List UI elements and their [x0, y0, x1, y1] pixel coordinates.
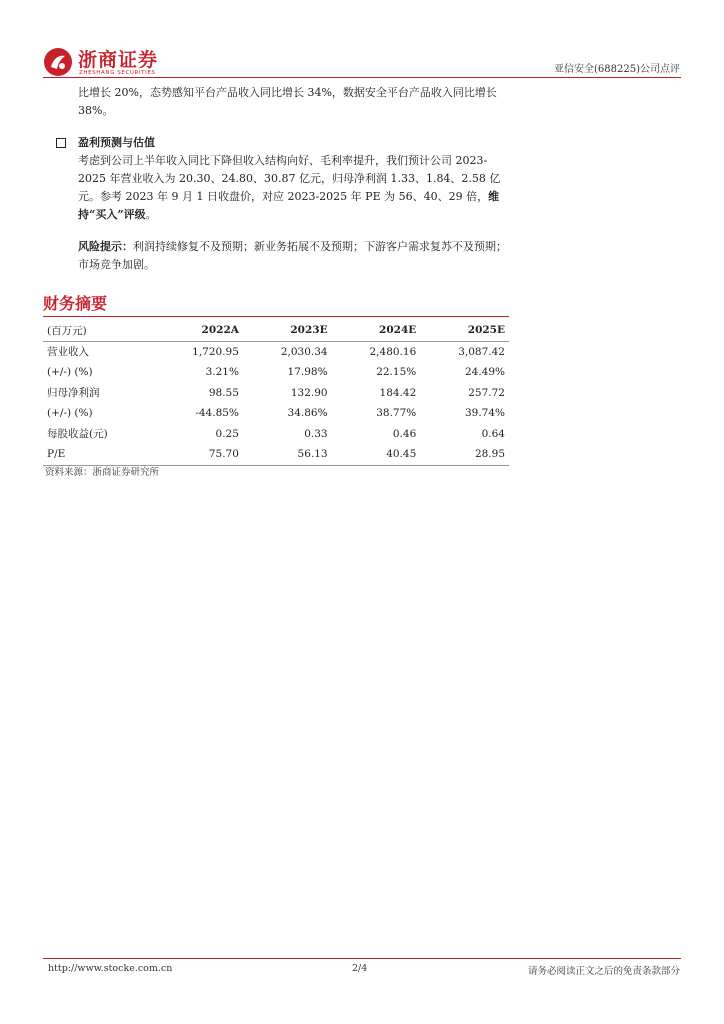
- table-cell: 98.55: [208, 386, 239, 399]
- risk-paragraph: [78, 238, 508, 274]
- table-row: [43, 444, 509, 465]
- table-cell: 184.42: [379, 386, 417, 399]
- logo-english-name: ZHESHANG SECURITIES: [79, 70, 156, 76]
- table-cell: 34.86%: [287, 407, 328, 420]
- footer-website-link[interactable]: http://www.stocke.com.cn: [48, 963, 173, 974]
- table-cell: -44.85%: [195, 407, 239, 420]
- rating-text: 维持“买入”评级: [78, 190, 500, 221]
- risk-label: 风险提示：: [78, 240, 133, 253]
- table-cell: 24.49%: [464, 366, 505, 379]
- footer-divider: [43, 958, 681, 959]
- section-divider: [43, 316, 509, 317]
- table-row: [43, 341, 509, 362]
- table-cell: 56.13: [297, 448, 328, 461]
- table-row: [43, 403, 509, 424]
- page-number: 2/4: [352, 963, 368, 974]
- row-label: 归母净利润: [47, 387, 100, 400]
- forecast-heading: 盈利预测与估值: [78, 136, 155, 149]
- table-cell: 3,087.42: [458, 345, 505, 358]
- table-cell: 2,480.16: [369, 345, 417, 358]
- table-cell: 22.15%: [376, 366, 417, 379]
- forecast-paragraph: [78, 152, 508, 224]
- column-header: 2024E: [379, 324, 417, 337]
- table-cell: 132.90: [290, 386, 328, 399]
- checkbox-bullet-icon: [56, 138, 66, 148]
- column-header: 2023E: [290, 324, 328, 337]
- table-row: [43, 362, 509, 383]
- table-cell: 0.46: [392, 427, 417, 440]
- section-title: 财务摘要: [43, 294, 108, 313]
- column-header: (百万元): [47, 324, 87, 337]
- table-cell: 257.72: [468, 386, 505, 399]
- row-label: (+/-) (%): [47, 366, 93, 379]
- data-source-note: 资料来源：浙商证券研究所: [45, 467, 160, 478]
- footer-disclaimer: 请务必阅读正文之后的免责条款部分: [527, 966, 680, 977]
- table-cell: 39.74%: [464, 407, 505, 420]
- table-row: [43, 383, 509, 404]
- header-divider: [43, 77, 681, 78]
- table-cell: 0.25: [215, 427, 239, 440]
- table-cell: 3.21%: [205, 366, 239, 379]
- table-header-row: [43, 320, 509, 341]
- table-cell: 2,030.34: [280, 345, 328, 358]
- row-label: 每股收益(元): [47, 428, 108, 441]
- table-cell: 17.98%: [287, 366, 328, 379]
- financial-summary-table: [43, 320, 509, 466]
- forecast-end: 。: [145, 208, 157, 221]
- risk-text: 利润持续修复不及预期；新业务拓展不及预期；下游客户需求复苏不及预期；市场竞争加剧。: [78, 240, 507, 271]
- column-header: 2025E: [467, 324, 505, 337]
- table-cell: 40.45: [386, 448, 417, 461]
- row-label: P/E: [47, 448, 66, 461]
- table-cell: 1,720.95: [192, 345, 239, 358]
- row-label: 营业收入: [47, 346, 89, 359]
- table-cell: 38.77%: [376, 407, 417, 420]
- table-cell: 28.95: [474, 448, 505, 461]
- forecast-text: 考虑到公司上半年收入同比下降但收入结构向好、毛利率提升，我们预计公司 2023-2025 年营业收入为 20.30、24.80、30.87 亿元，归母净利润 1.33、1.84、2.58 亿元。参考 2023 年 9 月 1 日收盘价，对应 2023-2025 年 PE 为 56、40、29 倍，: [78, 154, 501, 203]
- column-header: 2022A: [201, 324, 239, 337]
- report-tag: 亚信安全(688225)公司点评: [554, 64, 680, 75]
- row-label: (+/-) (%): [47, 407, 93, 420]
- table-cell: 0.33: [304, 427, 328, 440]
- table-row: [43, 424, 509, 445]
- logo-wordmark: 浙商证券: [78, 49, 159, 71]
- continuation-paragraph: 比增长 20%，态势感知平台产品收入同比增长 34%，数据安全平台产品收入同比增长 38%。: [78, 86, 497, 117]
- table-cell: 75.70: [208, 448, 239, 461]
- table-cell: 0.64: [481, 427, 505, 440]
- company-logo-icon: [43, 47, 73, 77]
